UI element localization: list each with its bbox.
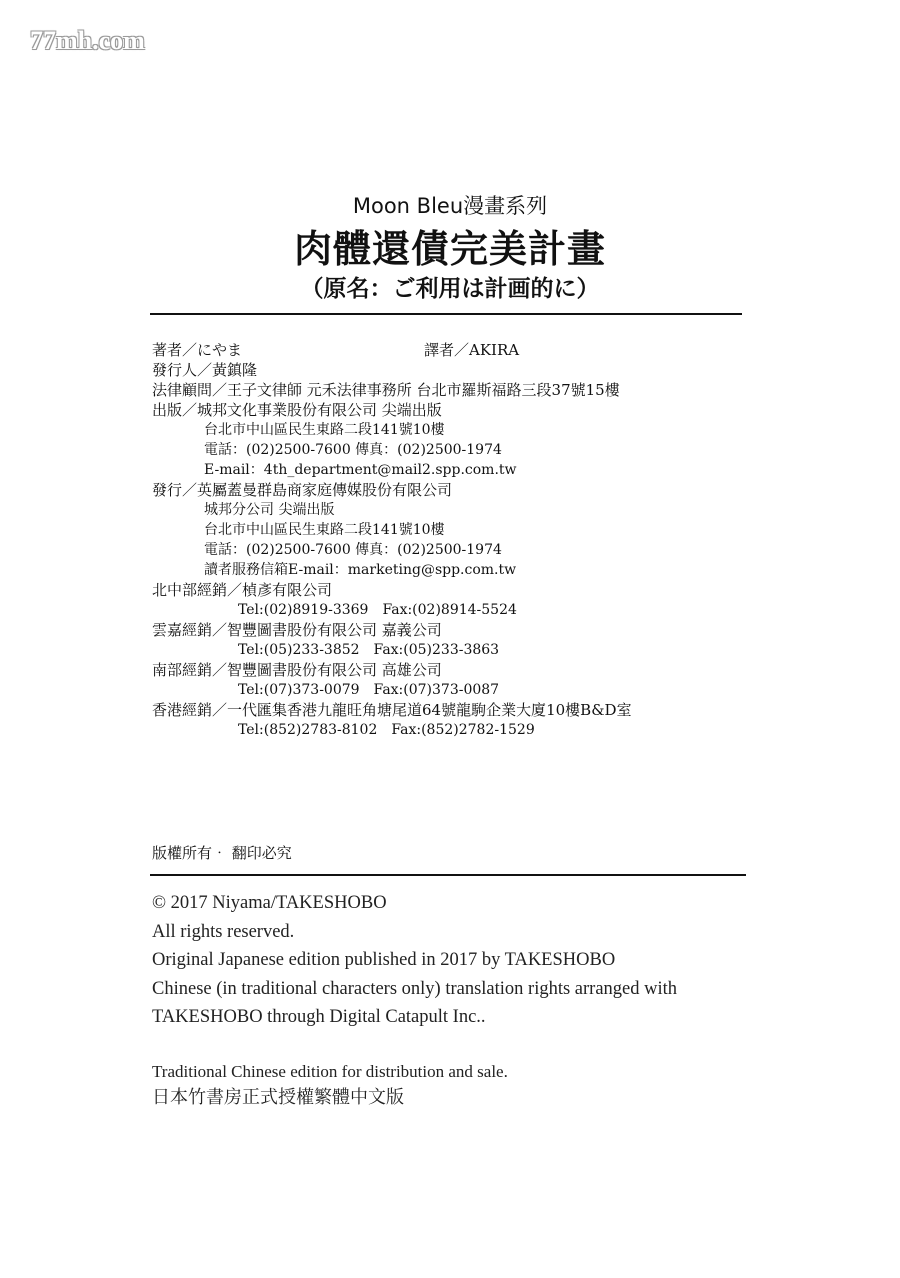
series-name: Moon Bleu漫畫系列 — [352, 194, 548, 218]
north-central-distributor: 北中部經銷／楨彥有限公司 — [152, 581, 333, 599]
south-distributor: 南部經銷／智豐圖書股份有限公司 高雄公司 — [152, 661, 442, 679]
publisher-credit: 發行人／黃鎮隆 — [152, 361, 258, 379]
distribution-phone: 電話：(02)2500-7600 傳真：(02)2500-1974 — [204, 542, 502, 558]
copyright-line: © 2017 Niyama/TAKESHOBO — [152, 893, 387, 913]
copyright-line: All rights reserved. — [152, 921, 295, 942]
publishing-email: E-mail：4th_department@mail2.spp.com.tw — [204, 462, 517, 478]
copyright-line: Original Japanese edition published in 2017 by TAKESHOBO — [152, 950, 616, 971]
author-credit: 著者／にやま — [152, 341, 243, 359]
distribution-address: 台北市中山區民生東路二段141號10樓 — [204, 522, 445, 538]
publishing-address: 台北市中山區民生東路二段141號10樓 — [204, 422, 445, 438]
hongkong-distributor: 香港經銷／一代匯集香港九龍旺角塘尾道64號龍駒企業大廈10樓B&D室 — [152, 701, 632, 719]
legal-credit: 法律顧問／王子文律師 元禾法律事務所 台北市羅斯福路三段37號15樓 — [152, 381, 620, 399]
copyright-divider — [150, 874, 746, 876]
distribution-notice-cn: 日本竹書房正式授權繁體中文版 — [152, 1087, 404, 1108]
distribution-credit: 發行／英屬蓋曼群島商家庭傳媒股份有限公司 — [152, 481, 453, 499]
publishing-phone: 電話：(02)2500-7600 傳真：(02)2500-1974 — [204, 442, 502, 458]
rights-notice: 版權所有‧ 翻印必究 — [152, 844, 292, 862]
credit-line — [152, 340, 752, 360]
yunjia-distributor: 雲嘉經銷／智豐圖書股份有限公司 嘉義公司 — [152, 621, 442, 639]
copyright-line: TAKESHOBO through Digital Catapult Inc.. — [152, 1007, 486, 1028]
yunjia-contact: Tel:(05)233-3852 Fax:(05)233-3863 — [238, 642, 500, 658]
distribution-branch: 城邦分公司 尖端出版 — [204, 502, 335, 518]
north-central-contact: Tel:(02)8919-3369 Fax:(02)8914-5524 — [238, 602, 517, 618]
watermark-logo: 77mh.com — [30, 26, 145, 55]
publishing-credit: 出版／城邦文化事業股份有限公司 尖端出版 — [152, 401, 442, 419]
distribution-notice-en: Traditional Chinese edition for distribution and sale. — [152, 1062, 508, 1081]
book-title: 肉體還債完美計畫 — [293, 227, 606, 271]
translator-credit: 譯者／AKIRA — [424, 341, 520, 359]
original-title: （原名：ご利用は計画的に） — [300, 276, 600, 302]
hongkong-contact: Tel:(852)2783-8102 Fax:(852)2782-1529 — [238, 722, 535, 738]
south-contact: Tel:(07)373-0079 Fax:(07)373-0087 — [238, 682, 500, 698]
copyright-block — [152, 889, 772, 1032]
header-divider — [150, 313, 742, 315]
distribution-notice — [152, 1059, 772, 1111]
credits-block — [152, 340, 752, 740]
distribution-email: 讀者服務信箱E-mail：marketing@spp.com.tw — [204, 562, 517, 578]
copyright-line: Chinese (in traditional characters only) translation rights arranged with — [152, 978, 678, 999]
